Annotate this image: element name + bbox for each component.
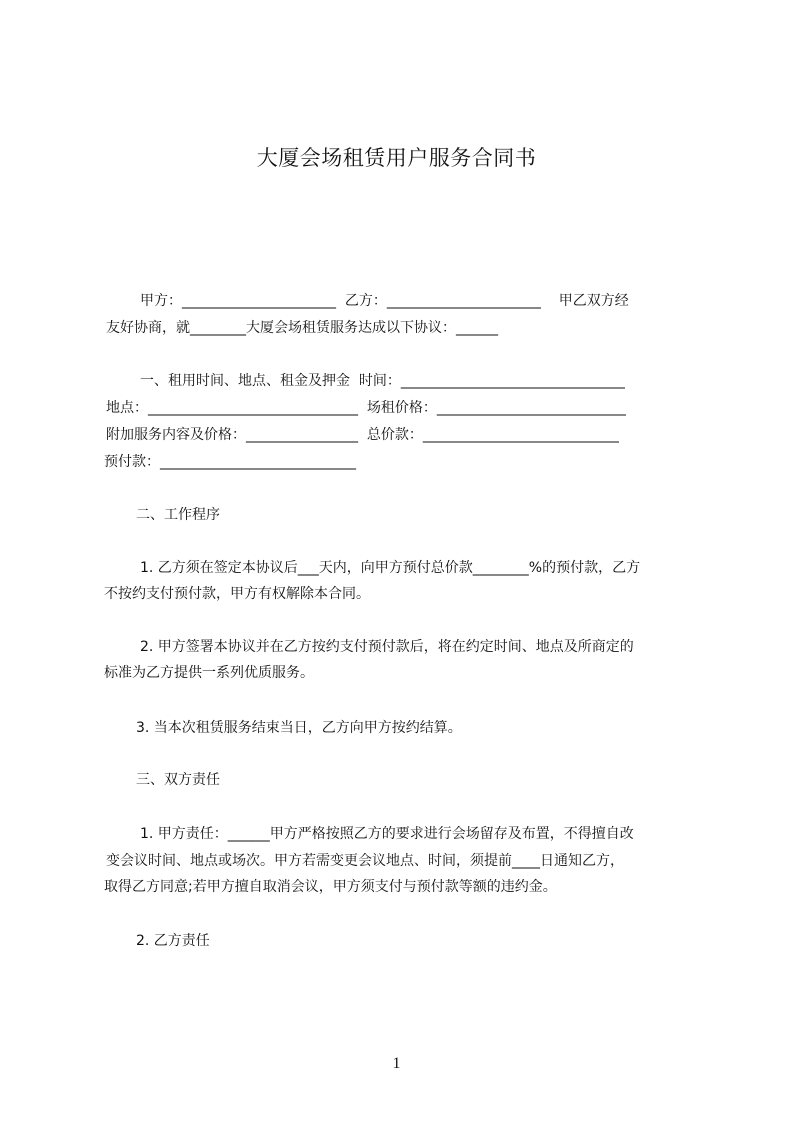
section-heading: 二、工作程序 <box>136 507 220 523</box>
paragraph-line: 预付款：____________________________ <box>104 454 356 470</box>
paragraph-line: 2. 甲方签署本协议并在乙方按约支付预付款后，将在约定时间、地点及所商定的 <box>140 639 634 655</box>
paragraph-line: 不按约支付预付款，甲方有权解除本合同。 <box>104 586 370 602</box>
paragraph-line: 2. 乙方责任 <box>136 933 210 949</box>
page-number: 1 <box>392 1055 401 1072</box>
section-heading: 三、双方责任 <box>136 772 220 788</box>
paragraph-line: 甲方：______________________ 乙方：______________________ 甲乙双方经 <box>140 293 629 309</box>
document-title: 大厦会场租赁用户服务合同书 <box>256 146 537 170</box>
paragraph-line: 1. 甲方责任：______甲方严格按照乙方的要求进行会场留存及布置，不得擅自改 <box>140 826 634 842</box>
paragraph-line: 标准为乙方提供一系列优质服务。 <box>104 665 314 681</box>
paragraph-line: 取得乙方同意;若甲方擅自取消会议，甲方须支付与预付款等额的违约金。 <box>104 879 557 895</box>
paragraph-line: 友好协商，就________大厦会场租赁服务达成以下协议：______ <box>106 320 498 336</box>
paragraph-line: 附加服务内容及价格：________________ 总价款：____________________________ <box>106 427 619 443</box>
section-heading-line: 一、租用时间、地点、租金及押金 时间：________________________________ <box>140 373 625 389</box>
paragraph-line: 1. 乙方须在签定本协议后___天内，向甲方预付总价款________%的预付款，乙方 <box>140 560 641 576</box>
paragraph-line: 变会议时间、地点或场次。甲方若需变更会议地点、时间，须提前____日通知乙方， <box>106 853 624 869</box>
paragraph-line: 3. 当本次租赁服务结束当日，乙方向甲方按约结算。 <box>136 720 462 736</box>
paragraph-line: 地点：______________________________ 场租价格：___________________________ <box>106 400 626 416</box>
